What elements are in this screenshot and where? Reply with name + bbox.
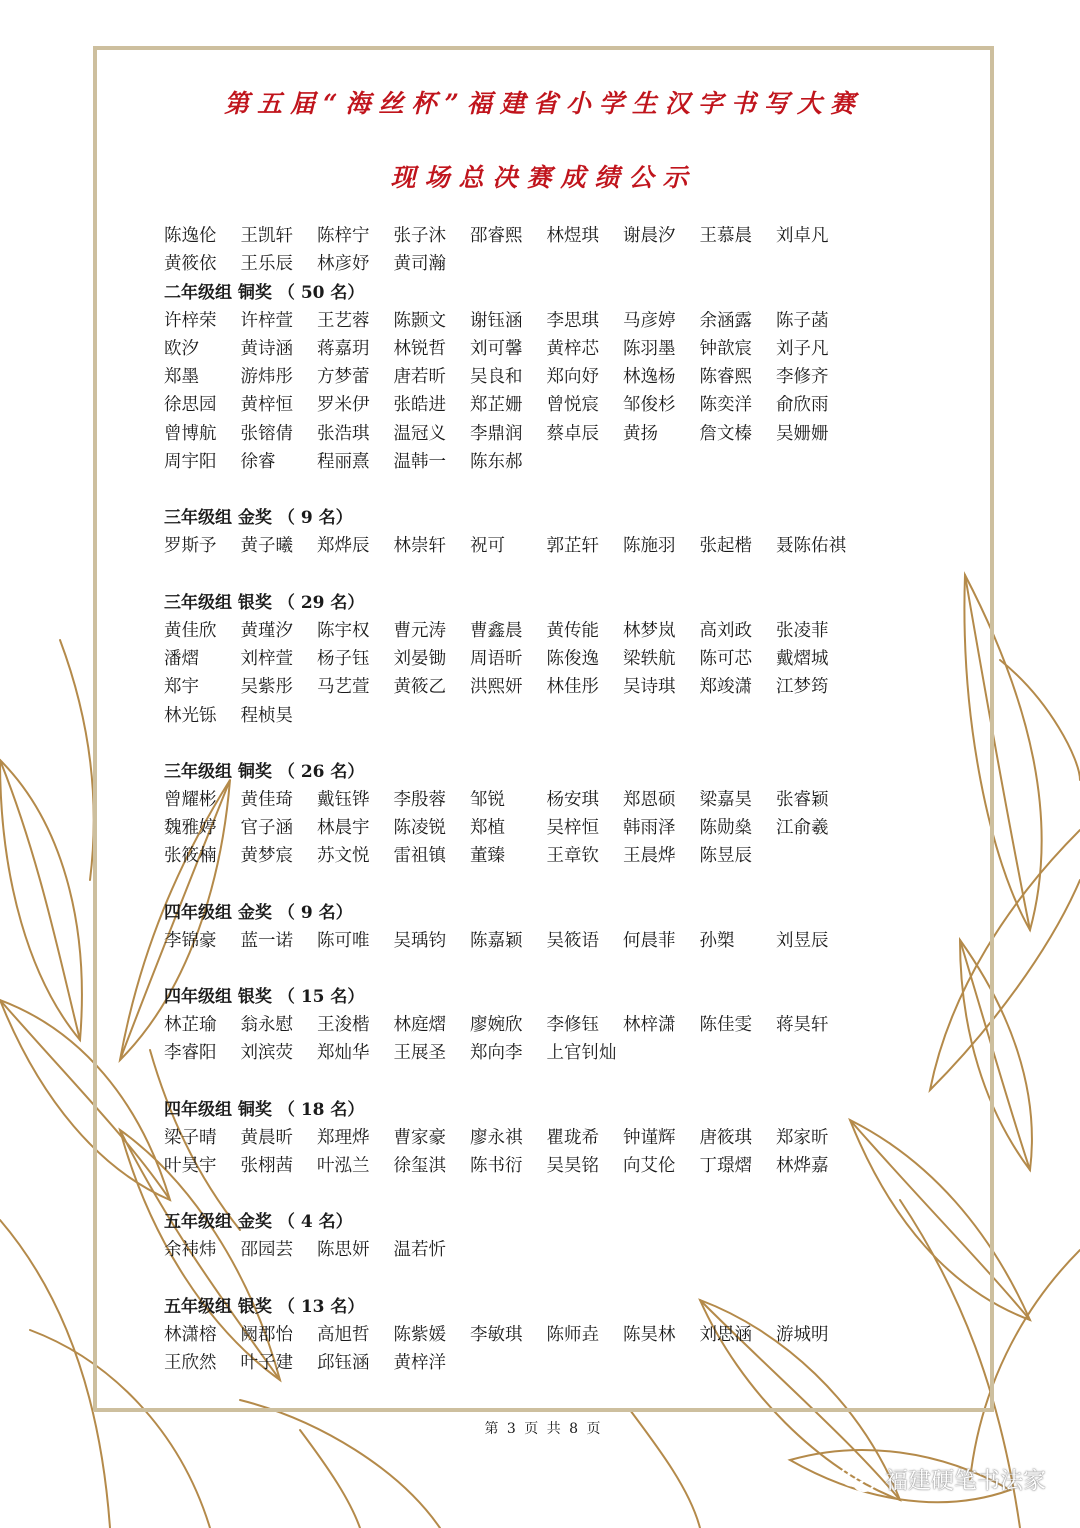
winner-name: 上官钊灿 bbox=[546, 1043, 617, 1064]
winner-name: 张栩茜 bbox=[240, 1155, 293, 1176]
award-heading bbox=[164, 1096, 904, 1124]
winner-name: 黄瑾汐 bbox=[240, 620, 293, 641]
winner-name: 马艺萱 bbox=[317, 677, 370, 698]
winner-name: 张凌菲 bbox=[776, 620, 829, 641]
winner-name: 杨安琪 bbox=[546, 789, 599, 810]
winner-name: 蓝一诺 bbox=[240, 930, 293, 951]
winner-name: 吴瑀钧 bbox=[393, 930, 446, 951]
award-count: （ 18 名） bbox=[277, 1099, 365, 1120]
winner-name: 梁轶航 bbox=[623, 648, 676, 669]
winner-name: 黄晨昕 bbox=[240, 1127, 293, 1148]
award-title: 三年级组 银奖 bbox=[164, 592, 272, 613]
winner-name: 王欣然 bbox=[164, 1352, 217, 1373]
page-number: 第 3 页 共 8 页 bbox=[484, 1421, 603, 1437]
winner-name: 戴熠城 bbox=[776, 648, 829, 669]
winner-name: 郑植 bbox=[470, 818, 505, 839]
winner-name: 王慕晨 bbox=[699, 226, 752, 246]
winner-name: 戴钰铧 bbox=[317, 789, 370, 810]
winner-name: 林梦岚 bbox=[623, 620, 676, 641]
winner-name: 邱钰涵 bbox=[317, 1352, 370, 1373]
winner-name: 吴昊铭 bbox=[546, 1155, 599, 1176]
winner-name: 林烨嘉 bbox=[776, 1155, 829, 1176]
winner-name: 聂陈佑祺 bbox=[776, 536, 846, 557]
winner-name: 温若忻 bbox=[393, 1240, 446, 1261]
winner-name: 刘晏锄 bbox=[393, 648, 446, 669]
award-heading bbox=[164, 1208, 904, 1236]
award-section bbox=[164, 279, 904, 477]
award-count: （ 50 名） bbox=[277, 282, 365, 303]
winner-name: 余祎炜 bbox=[164, 1240, 217, 1261]
winner-name: 陈可唯 bbox=[317, 930, 370, 951]
name-grid bbox=[164, 1321, 904, 1378]
winner-name: 吴梓恒 bbox=[546, 818, 599, 839]
winner-name: 郑墨 bbox=[164, 367, 199, 388]
award-section bbox=[164, 983, 904, 1068]
winner-name: 周语昕 bbox=[470, 648, 523, 669]
winner-name: 陈勋燊 bbox=[699, 818, 752, 839]
winner-name: 游炜彤 bbox=[240, 367, 293, 388]
winner-name: 刘子凡 bbox=[776, 338, 829, 359]
winner-name: 徐思园 bbox=[164, 395, 217, 416]
winner-name: 陈思妍 bbox=[317, 1240, 370, 1261]
winner-name: 李睿阳 bbox=[164, 1043, 217, 1064]
award-title: 三年级组 铜奖 bbox=[164, 761, 272, 782]
winner-name: 刘梓萱 bbox=[240, 648, 293, 669]
winner-name: 黄梓洋 bbox=[393, 1352, 446, 1373]
award-section bbox=[164, 589, 904, 730]
winner-name: 陈师垚 bbox=[546, 1324, 599, 1345]
winner-name: 黄佳琦 bbox=[240, 789, 293, 810]
winner-name: 翁永慰 bbox=[240, 1015, 293, 1036]
winner-name: 陈羽墨 bbox=[623, 338, 676, 359]
winner-name: 陈奕洋 bbox=[699, 395, 752, 416]
winner-name: 郑烨辰 bbox=[317, 536, 370, 557]
winner-name: 林逸杨 bbox=[623, 367, 676, 388]
winner-name: 廖永祺 bbox=[470, 1127, 523, 1148]
winner-name: 瞿珑希 bbox=[546, 1127, 599, 1148]
winner-name: 程丽熹 bbox=[317, 452, 370, 473]
winner-name: 黄子曦 bbox=[240, 536, 293, 557]
award-section bbox=[164, 1208, 904, 1264]
winner-name: 钟歆宸 bbox=[699, 338, 752, 359]
winner-name: 官子涵 bbox=[240, 818, 293, 839]
winner-name: 黄佳欣 bbox=[164, 620, 217, 641]
winner-name: 林梓潇 bbox=[623, 1015, 676, 1036]
winner-name: 曾悦宸 bbox=[546, 395, 599, 416]
winner-name: 高旭哲 bbox=[317, 1324, 370, 1345]
winner-name: 林潇榕 bbox=[164, 1324, 217, 1345]
award-title: 三年级组 金奖 bbox=[164, 508, 272, 529]
winner-name: 叶昊宇 bbox=[164, 1155, 217, 1176]
award-heading bbox=[164, 1293, 904, 1321]
winner-name: 唐若昕 bbox=[393, 367, 446, 388]
winner-name: 董臻 bbox=[470, 846, 505, 867]
winner-name: 廖婉欣 bbox=[470, 1015, 523, 1036]
winner-name: 梁子晴 bbox=[164, 1127, 217, 1148]
winner-name: 谢钰涵 bbox=[470, 310, 523, 331]
winner-name: 陈颢文 bbox=[393, 310, 446, 331]
results-list bbox=[164, 222, 904, 1377]
winner-name: 陈昱辰 bbox=[699, 846, 752, 867]
winner-name: 王艺蓉 bbox=[317, 310, 370, 331]
winner-name: 徐玺淇 bbox=[393, 1155, 446, 1176]
winner-name: 陈梓宁 bbox=[317, 226, 370, 246]
winner-name: 张浩琪 bbox=[317, 423, 370, 444]
award-section bbox=[164, 504, 904, 560]
winner-name: 张睿颖 bbox=[776, 789, 829, 810]
winner-name: 张筱楠 bbox=[164, 846, 217, 867]
winner-name: 刘卓凡 bbox=[776, 226, 829, 246]
winner-name: 曹鑫晨 bbox=[470, 620, 523, 641]
winner-name: 李修齐 bbox=[776, 367, 829, 388]
winner-name: 曾耀彬 bbox=[164, 789, 217, 810]
winner-name: 王章钦 bbox=[546, 846, 599, 867]
winner-name: 高刘政 bbox=[699, 620, 752, 641]
winner-name: 林锐哲 bbox=[393, 338, 446, 359]
winner-name: 陈施羽 bbox=[623, 536, 676, 557]
name-grid bbox=[164, 1236, 904, 1264]
name-grid bbox=[164, 927, 904, 955]
winner-name: 陈东郝 bbox=[470, 452, 523, 473]
winner-name: 邹锐 bbox=[470, 789, 505, 810]
wechat-watermark bbox=[839, 1462, 1046, 1495]
winner-name: 黄传能 bbox=[546, 620, 599, 641]
winner-name: 魏雅婷 bbox=[164, 818, 217, 839]
winner-name: 郑向妤 bbox=[546, 367, 599, 388]
winner-name: 刘可馨 bbox=[470, 338, 523, 359]
winner-name: 李殷蓉 bbox=[393, 789, 446, 810]
winner-name: 黄梓恒 bbox=[240, 395, 293, 416]
winner-name: 苏文悦 bbox=[317, 846, 370, 867]
winner-name: 郑理烨 bbox=[317, 1127, 370, 1148]
winner-name: 李敏琪 bbox=[470, 1324, 523, 1345]
name-grid bbox=[164, 1011, 904, 1068]
winner-name: 邵睿熙 bbox=[470, 226, 523, 246]
award-count: （ 4 名） bbox=[277, 1212, 353, 1233]
winner-name: 张皓进 bbox=[393, 395, 446, 416]
award-heading bbox=[164, 279, 904, 307]
winner-name: 吴紫彤 bbox=[240, 677, 293, 698]
winner-name: 徐睿 bbox=[240, 452, 276, 473]
winner-name: 邵园芸 bbox=[240, 1240, 293, 1261]
award-heading bbox=[164, 758, 904, 786]
winner-name: 詹文榛 bbox=[699, 423, 752, 444]
award-section bbox=[164, 1096, 904, 1181]
winner-name: 黄扬 bbox=[623, 423, 658, 444]
winner-name: 吴筱语 bbox=[546, 930, 599, 951]
winner-name: 王乐辰 bbox=[240, 254, 293, 275]
name-grid bbox=[164, 222, 904, 279]
winner-name: 雷祖镇 bbox=[393, 846, 446, 867]
winner-name: 曹家豪 bbox=[393, 1127, 446, 1148]
winner-name: 陈子菡 bbox=[776, 310, 829, 331]
winner-name: 郑向李 bbox=[470, 1043, 523, 1064]
award-count: （ 15 名） bbox=[277, 987, 365, 1008]
winner-name: 黄梓芯 bbox=[546, 338, 599, 359]
award-section bbox=[164, 899, 904, 955]
winner-name: 黄筱乙 bbox=[393, 677, 446, 698]
winner-name: 蔡卓辰 bbox=[546, 423, 599, 444]
winner-name: 李修钰 bbox=[546, 1015, 599, 1036]
winner-name: 李锦豪 bbox=[164, 930, 217, 951]
winner-name: 陈逸伦 bbox=[164, 226, 217, 246]
winner-name: 余涵露 bbox=[699, 310, 752, 331]
wechat-icon bbox=[839, 1464, 877, 1494]
winner-name: 陈可芯 bbox=[699, 648, 752, 669]
winner-name: 欧汐 bbox=[164, 338, 199, 359]
winner-name: 张镕倩 bbox=[240, 423, 293, 444]
winner-name: 蒋嘉玥 bbox=[317, 338, 370, 359]
winner-name: 王浚楷 bbox=[317, 1015, 370, 1036]
winner-name: 罗米伊 bbox=[317, 395, 370, 416]
winner-name: 王展圣 bbox=[393, 1043, 446, 1064]
winner-name: 蒋昊轩 bbox=[776, 1015, 829, 1036]
winner-name: 陈佳雯 bbox=[699, 1015, 752, 1036]
winner-name: 游城明 bbox=[776, 1324, 829, 1345]
winner-name: 林光铄 bbox=[164, 705, 217, 726]
winner-name: 潘熠 bbox=[164, 648, 199, 669]
name-grid bbox=[164, 532, 904, 560]
name-grid bbox=[164, 307, 904, 477]
winner-name: 刘滨荧 bbox=[240, 1043, 293, 1064]
winner-name: 祝可 bbox=[470, 536, 505, 557]
winner-name: 方梦蕾 bbox=[317, 367, 370, 388]
winner-name: 何晨菲 bbox=[623, 930, 676, 951]
winner-name: 林晨宇 bbox=[317, 818, 370, 839]
winner-name: 张起楷 bbox=[699, 536, 752, 557]
award-heading bbox=[164, 504, 904, 532]
award-heading bbox=[164, 589, 904, 617]
winner-name: 许梓荣 bbox=[164, 310, 217, 331]
winner-name: 黄梦宸 bbox=[240, 846, 293, 867]
winner-name: 马彦婷 bbox=[623, 310, 676, 331]
winner-name: 黄诗涵 bbox=[240, 338, 293, 359]
award-count: （ 9 名） bbox=[277, 508, 353, 529]
award-heading bbox=[164, 983, 904, 1011]
winner-name: 罗斯予 bbox=[164, 536, 217, 557]
winner-name: 张子沐 bbox=[393, 226, 446, 246]
award-title: 五年级组 金奖 bbox=[164, 1212, 272, 1233]
winner-name: 向艾伦 bbox=[623, 1155, 676, 1176]
winner-name: 王凯轩 bbox=[240, 226, 293, 246]
name-grid bbox=[164, 786, 904, 871]
winner-name: 黄筱依 bbox=[164, 254, 217, 275]
winner-name: 林崇轩 bbox=[393, 536, 446, 557]
winner-name: 邹俊杉 bbox=[623, 395, 676, 416]
winner-name: 曹元涛 bbox=[393, 620, 446, 641]
winner-name: 周宇阳 bbox=[164, 452, 217, 473]
winner-name: 林佳彤 bbox=[546, 677, 599, 698]
winner-name: 温冠义 bbox=[393, 423, 446, 444]
winner-name: 林彦妤 bbox=[317, 254, 370, 275]
winner-name: 丁璟熠 bbox=[699, 1155, 752, 1176]
winner-name: 吴诗琪 bbox=[623, 677, 676, 698]
award-title: 四年级组 金奖 bbox=[164, 902, 272, 923]
winner-name: 陈宇权 bbox=[317, 620, 370, 641]
winner-name: 郭芷轩 bbox=[546, 536, 599, 557]
winner-name: 吴良和 bbox=[470, 367, 523, 388]
winner-name: 刘思涵 bbox=[699, 1324, 752, 1345]
winner-name: 陈凌锐 bbox=[393, 818, 446, 839]
award-section bbox=[164, 222, 904, 279]
winner-name: 陈书衍 bbox=[470, 1155, 523, 1176]
winner-name: 郑家昕 bbox=[776, 1127, 829, 1148]
award-title: 五年级组 银奖 bbox=[164, 1296, 272, 1317]
winner-name: 陈紫媛 bbox=[393, 1324, 446, 1345]
document-subtitle: 现场总决赛成绩公示 bbox=[390, 163, 697, 192]
award-count: （ 13 名） bbox=[277, 1296, 365, 1317]
winner-name: 郑恩硕 bbox=[623, 789, 676, 810]
winner-name: 叶子建 bbox=[240, 1352, 293, 1373]
winner-name: 林煜琪 bbox=[546, 226, 599, 246]
winner-name: 唐筱琪 bbox=[699, 1127, 752, 1148]
winner-name: 俞欣雨 bbox=[776, 395, 829, 416]
award-title: 二年级组 铜奖 bbox=[164, 282, 272, 303]
winner-name: 杨子钰 bbox=[317, 648, 370, 669]
award-count: （ 9 名） bbox=[277, 902, 353, 923]
winner-name: 郑芷姗 bbox=[470, 395, 523, 416]
winner-name: 李思琪 bbox=[546, 310, 599, 331]
winner-name: 韩雨泽 bbox=[623, 818, 676, 839]
winner-name: 江梦筠 bbox=[776, 677, 829, 698]
winner-name: 陈俊逸 bbox=[546, 648, 599, 669]
winner-name: 谢晨汐 bbox=[623, 226, 676, 246]
winner-name: 温韩一 bbox=[393, 452, 446, 473]
winner-name: 许梓萱 bbox=[240, 310, 293, 331]
watermark-text: 福建硬笔书法家 bbox=[885, 1468, 1046, 1494]
winner-name: 郑宇 bbox=[164, 677, 199, 698]
winner-name: 郑灿华 bbox=[317, 1043, 370, 1064]
award-heading bbox=[164, 899, 904, 927]
award-title: 四年级组 银奖 bbox=[164, 987, 272, 1008]
winner-name: 吴姗姗 bbox=[776, 423, 829, 444]
winner-name: 林庭熠 bbox=[393, 1015, 446, 1036]
winner-name: 李鼎润 bbox=[470, 423, 523, 444]
winner-name: 郑竣潇 bbox=[699, 677, 752, 698]
award-count: （ 26 名） bbox=[277, 761, 365, 782]
winner-name: 刘昱辰 bbox=[776, 930, 829, 951]
award-section bbox=[164, 1293, 904, 1378]
winner-name: 梁嘉昊 bbox=[699, 789, 752, 810]
winner-name: 洪熙妍 bbox=[470, 677, 523, 698]
winner-name: 王晨烨 bbox=[623, 846, 676, 867]
winner-name: 陈睿熙 bbox=[699, 367, 752, 388]
award-section bbox=[164, 758, 904, 871]
winner-name: 江俞羲 bbox=[776, 818, 829, 839]
winner-name: 陈嘉颖 bbox=[470, 930, 523, 951]
winner-name: 曾博航 bbox=[164, 423, 217, 444]
winner-name: 叶泓兰 bbox=[317, 1155, 370, 1176]
winner-name: 陈昊林 bbox=[623, 1324, 676, 1345]
name-grid bbox=[164, 617, 904, 730]
winner-name: 钟谨辉 bbox=[623, 1127, 676, 1148]
winner-name: 孙槊 bbox=[699, 930, 735, 951]
award-count: （ 29 名） bbox=[277, 592, 365, 613]
name-grid bbox=[164, 1124, 904, 1181]
award-title: 四年级组 铜奖 bbox=[164, 1099, 272, 1120]
winner-name: 程桢昊 bbox=[240, 705, 293, 726]
winner-name: 阙郡怡 bbox=[240, 1324, 293, 1345]
winner-name: 黄司瀚 bbox=[393, 254, 446, 275]
document-title: 第五届“海丝杯”福建省小学生汉字书写大赛 bbox=[224, 89, 863, 118]
winner-name: 林芷瑜 bbox=[164, 1015, 217, 1036]
